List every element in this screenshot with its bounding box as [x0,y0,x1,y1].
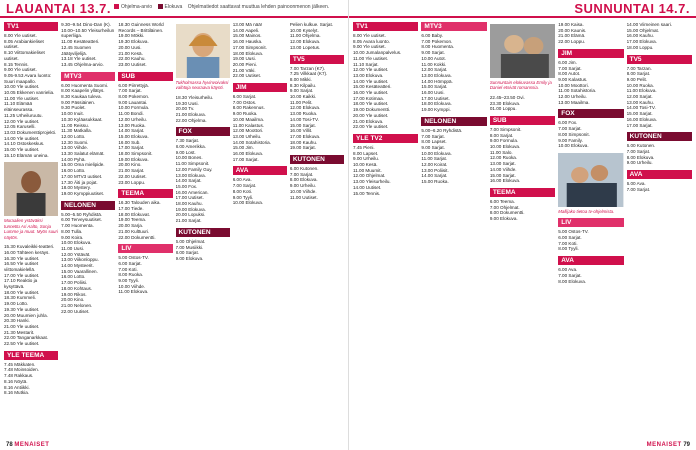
column [290,22,344,436]
column [421,22,486,436]
program-list: 6.00 Baby. 7.00 Pokemon. 8.00 Huomenta. 9.00 Sarjat. 10.00 Autot. 11.00 Kokki. 12.00 Sarjat. 13.00 Elokuva. 14.00 Hömppä. 15.00 Sarjat. 16.00 Uusi. 17.00 Uutiset. 18.00 Elokuva. 19.00 Kymppi. [421,33,455,113]
channel-header: TV5 [290,55,344,64]
channel-header: JIM [233,83,287,92]
program-list: 22.45–23.50 Ovi. 23.30 Elokuva. 01.00 Loppu. [489,94,525,112]
program-list: 6.00 Fox. 7.00 Sarjat. 8.00 Simpsonit. 9.00 Family. 10.00 Elokuva. [558,120,590,149]
channel-header: YLE TV2 [353,134,418,143]
brand-name: MENAISET [646,442,682,448]
page-number: 79 [683,442,690,448]
program-list: 6.00 Ava. 7.00 Sarjat. 8.00 Koti. 9.00 Tyyli. 10.00 Elokuva. [232,177,264,206]
photo-caption: Tukholmassa hyvinvoivaksi vaihtoja seuraava käynti. [175,80,229,91]
legend [110,4,329,10]
column [61,22,115,436]
legend-note: Ohjelmatiedot saattavat muuttua lehden painoonmenon jälkeen. [187,4,330,10]
channel-header: TV1 [4,22,58,31]
film-square-icon [158,4,163,9]
program-list: Pelien kulkue. Sarjat. 10.00 Kyselyt. 11.00 Ohjelma. 12.00 Elokuva. 13.00 Lopetus. [289,22,334,50]
photo-caption: Mallijako tietoa tv-ohjelmista. [558,208,615,214]
column [627,22,692,436]
program-list: 5.00–6.20 Ryhdistä. 7.00 Sarjat. 8.00 Lapset. 9.00 Sarjat. 10.00 Elokuva. 11.00 Sarjat. 12.00 Koirat. 13.00 Poliisit. 14.00 Sarjat. 15.00 Ruoka. [421,127,463,185]
program-list: 7.45 Mäkkaten. 7.48 Moinsoiden. 7.48 Rakkaus. 8.16 Nöytä. 8.16 Antiikki. 8.16 Mutkia. [4,361,39,396]
program-list: 5.00–5.50 Ryhdistä. 6.00 Terveysuutiset. 7.00 Huomenta. 8.00 Tulla. 9.00 Koira. 10.00 Elokuva. 11.00 Uusi. 12.00 Ystävät. 13.00 Viikonloppu. 14.00 Mysteerit. 15.00 Vaarallinen. 16.00 Lotto. 17.00 Poliisi. 18.00 Kohtaus. 19.00 Rikos. 20.00 Kino. 21.00 Nelonen. 22.00 Uutiset. [61,211,103,314]
program-photo [176,24,230,78]
channel-header: MTV3 [61,72,115,81]
channel-header: LIV [558,218,623,227]
left-columns [4,22,344,436]
program-list: 6.00 Piirrettyjä. 7.00 Sarjat. 8.00 Pokemon. 9.00 Lauantai. 10.00 Formula. 11.00 Bondi. 12.00 Urheilu. 13.00 Ruoka. 14.00 Sarjat. 15.00 Elokuva. 16.00 Sub. 17.00 Sarjat. 18.00 Simpsonit. 19.00 Elokuva. 20.00 Kino. 21.00 Sarjat. 22.00 Uutiset. 23.00 Loppu. [118,82,153,185]
column [118,22,172,436]
brand-name: MENAISET [14,442,50,448]
program-list: 7.00 Simpsonit. 8.00 Sarjat. 9.00 Formula. 10.00 Elokuva. 11.00 Salo. 12.00 Ruoka. 13.00 Sarjat. 14.00 Viihde. 15.00 Sarjat. 16.00 Elokuva. [489,126,522,184]
channel-header: FOX [558,109,623,118]
column [353,22,418,436]
program-list: 18.30 Guinness World Records – Brittiläinen. 19.00 Mökki. 19.30 Elokuva. 20.00 Uusi. 21.00 Kesä. 22.00 Kauhu. 23.00 Uutiset. [118,22,164,67]
channel-header: TV1 [353,22,418,31]
channel-header: AVA [627,170,692,179]
photo-caption: Muraalien ystäväksi tunnettu Ari Aalto, Sonja Lumme ja muut. Myös suuri näytös. [4,218,58,240]
program-photo [4,162,58,216]
channel-header: KUTONEN [176,228,230,237]
channel-header: SUB [118,72,172,81]
program-list: 16.30 Talouden aika. 17.00 Tiede. 18.00 Elokuvat. 19.00 Teema. 20.00 Sarja. 21.00 Kulttuuri. 22.00 Dokumentti. [118,200,161,240]
page-number: 78 [6,442,13,448]
program-list: 7.00 Tarzan. 8.00 Sarjat. 9.00 Pelit. 10.00 Ruoka. 11.00 Elokuva. 12.00 Sarjat. 13.00 Kauhu. 14.00 Tosi-TV. 15.00 Sarjat. 16.00 Elokuva. 17.00 Sarjat. [626,65,658,128]
column [176,22,230,436]
program-list: 8.00 Yle uutiset. 8.05 Avara luonto. 9.00 Yle uutiset. 10.00 Jumalanpalvelus. 11.00 Yle uutiset. 11.10 Sarjat. 12.00 Yle uutiset. 13.00 Elokuva. 14.00 Yle uutiset. 15.00 Kesäteatteri. 16.00 Yle uutiset. 17.00 Kotimaa. 18.00 Yle uutiset. 19.00 Dokumentti. 20.00 Yle uutiset. 21.00 Elokuva. 22.00 Yle uutiset. [353,33,402,130]
program-list: 8.00 Yle uutiset. 8.05 Arabiankieliset uutiset. 8.10 Viittomakieliset uutiset. 8.15 Tennis. 9.00 Yle uutiset. 9.05-9.53 Avara luonto: Suuri maapallo. 10.00 Yle uutiset. 10.05 Ekkenen vanrielia. 11.00 Yle uutiset. 11.10 Elämää eläinseurassa. 11.25 Urheiluruutu. 12.00 Yle uutiset. 12.05 Karuselli. 13.03 Dokumenttiprojekti. 14.00 Yle uutiset. 14.10 Ostoskeskus. 15.00 Yle uutiset. 15.10 Elämän uneina. [4,33,57,158]
channel-header: LIV [118,244,172,253]
channel-header: NELONEN [421,117,486,126]
channel-header: TV5 [627,55,692,64]
channel-header: JIM [558,49,623,58]
column [558,22,623,436]
channel-header: NELONEN [61,201,115,210]
channel-header: YLE TEEMA [4,351,58,360]
program-list: 5.00 Ostos-TV. 6.00 Sarjat. 7.00 Koti. 8.00 Ruoka. 9.00 Tyyli. 10.00 Viihde. 11.00 Elokuva. [118,255,149,295]
program-list: 6.00 Ohjelmat. 7.00 Musiikki. 8.00 Sarjat. 9.00 Elokuva. [175,238,206,261]
program-list: 6.00 Kutonen. 7.00 Sarjat. 8.00 Elokuva. 9.00 Urheilu. 10.00 Viihde. 11.00 Uutiset. [289,166,319,200]
channel-header: AVA [233,166,287,175]
channel-header: KUTONEN [627,132,692,141]
program-photo [490,24,555,78]
channel-header: MTV3 [421,22,486,31]
column [233,22,287,436]
right-page [348,0,696,450]
program-list: 19.00 Kaisa. 20.00 Kaunis. 21.00 Elämä. 22.00 Loppu. [558,22,587,45]
channel-header: FOX [176,127,230,136]
program-list: 6.00 Ava. 7.00 Sarjat. 8.00 Elokuva. [558,267,587,284]
program-list: 13.00 Mä nää! 14.00 Aapeli. 15.00 Mainos. 16.00 Hauska. 17.00 Simpsonit. 18.00 Elokuva. 19.00 Uusi. 20.00 Pieni. 21.00 Väki. 22.00 Uutiset. [232,22,267,79]
program-list: 6.00 Teema. 7.00 Ohjelmat. 8.00 Dokumentti. 9.00 Elokuva. [489,198,525,222]
right-day-title: SUNNUNTAI 14.7. [574,1,690,16]
program-list: 7.45 Pieni. 8.00 Lapset. 9.00 Urheilu. 10.00 Kesä. 11.00 Muumit. 12.00 Ohjelmat. 13.00 Yleisurheilu. 14.00 Uutiset. 15.00 Tennis. [353,144,391,196]
program-photo [558,153,623,207]
legend-film: Elokuva [164,4,183,10]
program-list: 9.30–9.54 Dino-Dan (K). 10.00–10.50 Yleisurheilun superliiga. 11.00 Kesäteatteri. 12.45 Suomen Jäätyviljelijä. 13.18 Yle uutiset. 13.45 Ohjelma-arvio. [61,22,115,67]
program-list: 18.30 Yleisurheilu. 19.30 Uusi. 20.00 Tv. 21.00 Elokuva. 22.00 Ohjelma. [175,94,214,123]
program-list: 5.00 Ostos-TV. 6.00 Sarjat. 7.00 Koti. 8.00 Tyyli. [558,229,589,252]
program-list: 15.30 Kuvaleikki-teatteri. 16.00 Tähteen keräys. 16.30 Yle uutiset. 16.50 Yle uutiset viittomakielellä. 17.00 Yle uutiset. 17.10 Reaktio ja kysyttävä. 18.00 Yle uutiset. 18.30 Kummeli. 19.00 Lotto. 19.30 Yle uutiset. 20.00 Muumien juhla. 20.30 Hanki. 21.00 Yle uutiset. 21.30 Mestarit. 22.00 Tanganarkkaat. 22.50 Yle uutiset. [4,244,55,347]
right-columns [353,22,692,436]
photo-caption: Sunnuntain elokuvassa Emily ja Daniel etsivät romanssia. [489,80,552,91]
program-list: 7.00 Tarzan (K7). 7.25 Vilkkaat (K7). 8.00 Mikki. 8.30 Kilpailu. 9.00 Sarjat. 10.00 Kaikki. 11.00 Pelit. 12.00 Elokuva. 13.00 Ruoka. 14.00 Tosi-TV. 15.00 Sarjat. 16.00 Villit. 17.00 Elokuva. 18.00 Kauhu. 19.00 Sarjat. [289,65,328,151]
program-list: 6.00 Ava. 7.00 Sarjat. [626,181,651,192]
program-list: 6.00 Kutonen. 7.00 Sarjat. 8.00 Elokuva. 9.00 Urheilu. [626,143,656,166]
channel-header: SUB [490,116,555,125]
right-footer [647,442,690,448]
rating-square-icon [114,4,119,9]
program-list: 6.00 Sarjat. 7.00 Ostos. 8.00 Rakennus. 9.00 Ruoka. 10.00 Maailma. 11.00 Kalastus. 12.00 Moottori. 13.00 Urheilu. 14.00 Sotahistoria. 15.00 Jim. 16.00 Elokuva. 17.00 Sarjat. [232,94,271,162]
program-list: 6.00 Huomenta Suomi. 8.00 Kaapelin yllätys. 8.30 Kaukaa tuleva. 9.00 Pässiäinen. 9.30 Puolet. 10.00 Inuit. 10.30 Kyläasukkaat. 11.00 Reissu. 11.30 Matkalla. 12.00 Lotto. 12.30 Suomi. 13.00 Viihde. 13.30 Salatut elämät. 14.00 Pyhä. 15.00 Oma mielipide. 16.00 Lotto. 17.00 MTV3 uutiset. 17.30 Äiti ja pojat. 18.00 Mystery. 19.00 Kymppiuutiset. [61,82,109,196]
column [4,22,58,436]
column [490,22,555,436]
left-day-title: LAUANTAI 13.7. [6,1,111,16]
channel-header: TEEMA [118,189,172,198]
channel-header: KUTONEN [290,155,344,164]
program-list: 7.30 Sarjat. 8.00 Amerikka. 9.00 Lost. 10.00 Bones. 11.00 Simpsonit. 12.00 Family Guy. 13.00 Elokuva. 14.00 Sarjat. 15.00 Fox. 16.00 American. 17.00 Uutiset. 18.00 Kauhu. 19.00 Elokuva. 20.00 Lopuksi. 21.00 Sarjat. [175,138,213,224]
legend-rating: Ohjelma-arvio [121,4,153,10]
left-footer [6,442,49,448]
channel-header: TEEMA [490,188,555,197]
program-list: 14.00 Viimeinen saari. 15.00 Ohjelmat. 16.00 Kauhu. 17.00 Elokuva. 18.00 Loppu. [626,22,672,50]
program-list: 6.00 Jim. 7.00 Sarjat. 8.00 Autot. 9.00 Kalastus. 10.00 Moottori. 11.00 Sotahistoria. 12.00 Urheilu. 13.00 Maailma. [558,59,597,105]
channel-header: AVA [558,256,623,265]
